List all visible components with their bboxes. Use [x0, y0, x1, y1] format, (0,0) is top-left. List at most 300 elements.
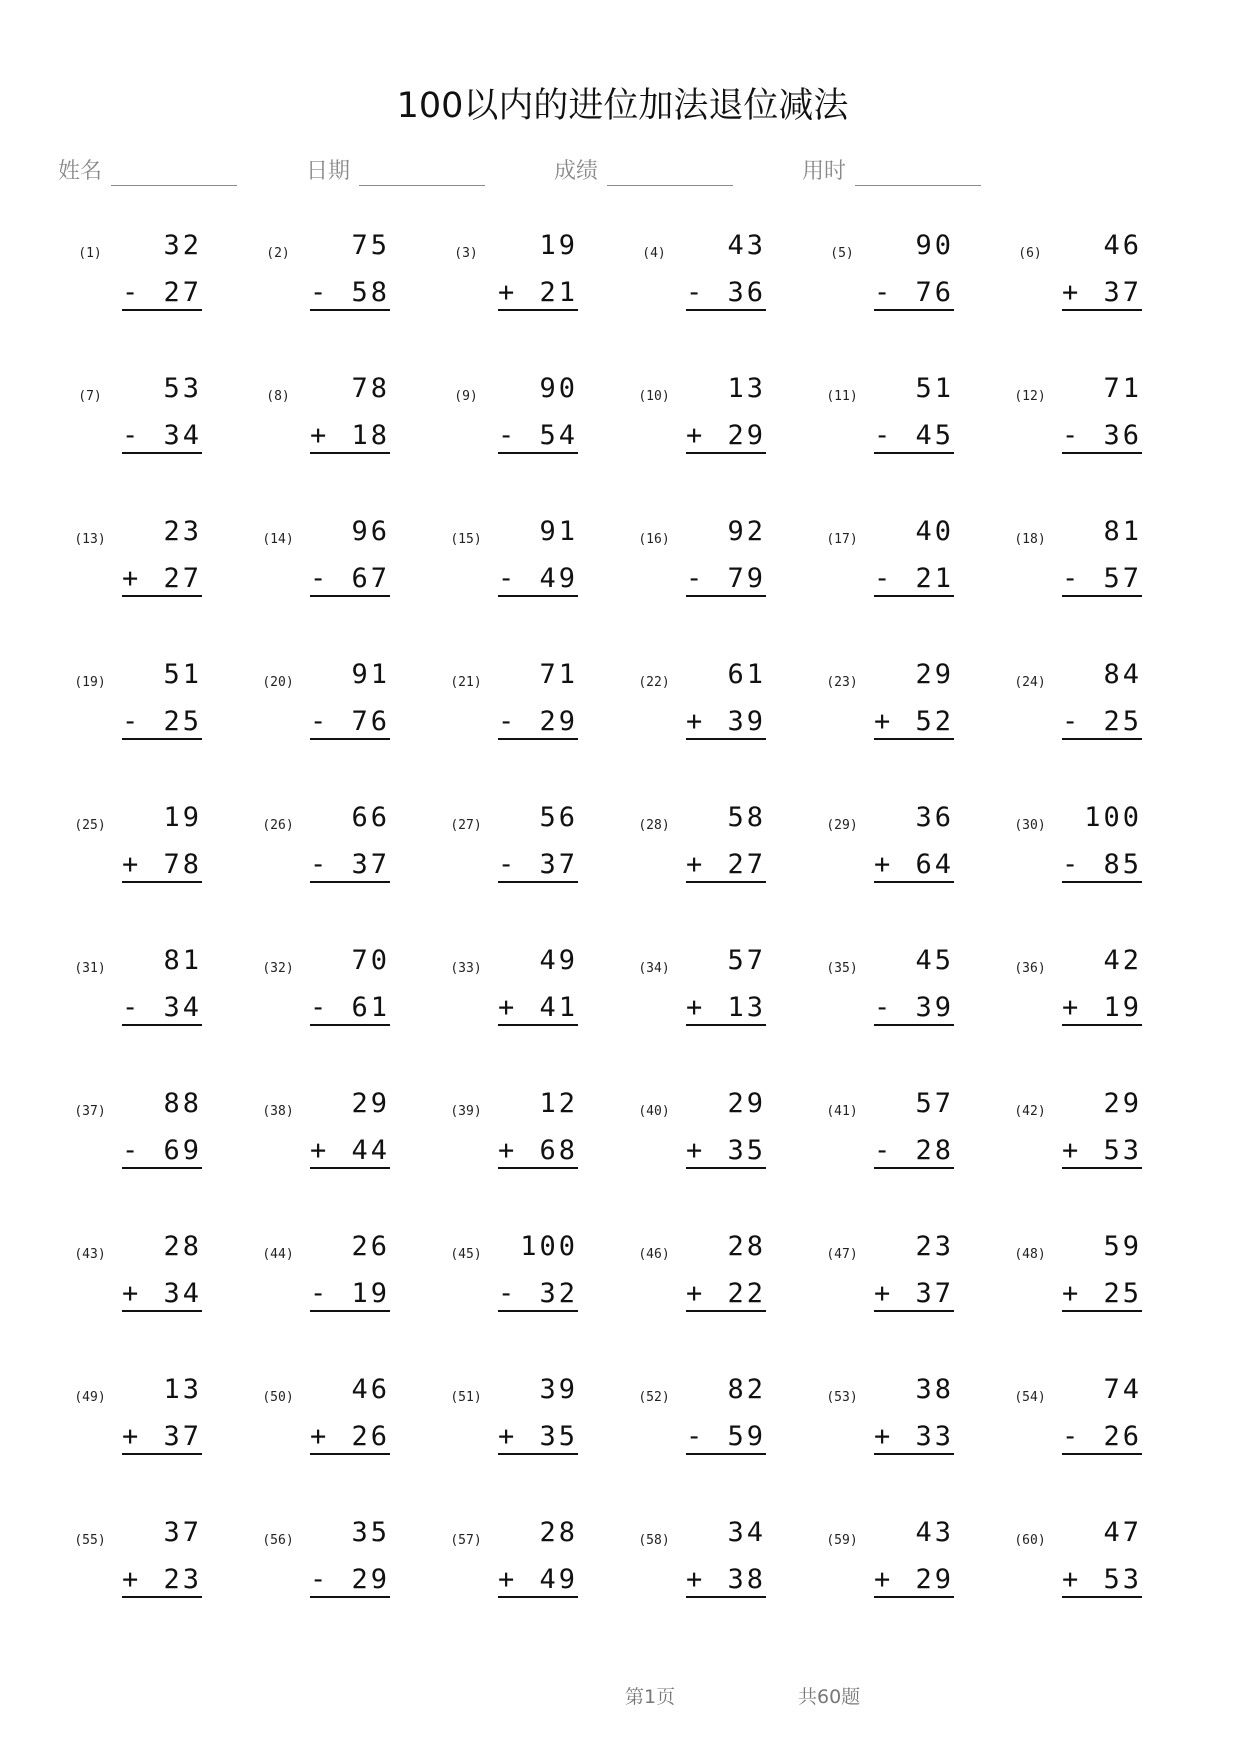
problem-number: (24): [1014, 675, 1046, 690]
second-operand: 59: [727, 1421, 766, 1452]
page-number: 第1页: [625, 1686, 676, 1708]
answer-line[interactable]: [874, 706, 954, 740]
problem-item: [812, 1513, 972, 1623]
problem-item: [436, 226, 596, 336]
problem-number: (22): [638, 675, 670, 690]
answer-line[interactable]: [874, 849, 954, 883]
answer-line[interactable]: [1062, 1135, 1142, 1169]
second-operand: 13: [727, 992, 766, 1023]
first-operand: 88: [163, 1088, 202, 1119]
second-operand: 54: [539, 420, 578, 451]
second-operand: 39: [727, 706, 766, 737]
operator-sign: +: [1062, 1278, 1079, 1309]
second-operand: 79: [727, 563, 766, 594]
first-operand: 29: [915, 659, 954, 690]
second-operand: 27: [163, 563, 202, 594]
operator-sign: +: [686, 1278, 703, 1309]
problem-number: (13): [74, 532, 106, 547]
time-used-label: 用时: [802, 159, 847, 184]
problem-number: (17): [826, 532, 858, 547]
second-operand: 49: [539, 563, 578, 594]
answer-line[interactable]: [122, 1278, 202, 1312]
answer-line[interactable]: [310, 706, 390, 740]
second-operand: 29: [915, 1564, 954, 1595]
problem-item: [60, 1513, 220, 1623]
problem-item: [248, 1227, 408, 1337]
problem-item: [436, 1084, 596, 1194]
second-operand: 21: [539, 277, 578, 308]
answer-line[interactable]: [686, 849, 766, 883]
problem-item: [1000, 655, 1160, 765]
problem-number: (47): [826, 1247, 858, 1262]
operator-sign: -: [498, 849, 515, 880]
problem-item: [436, 798, 596, 908]
answer-line[interactable]: [1062, 849, 1142, 883]
problem-item: [1000, 1227, 1160, 1337]
answer-line[interactable]: [686, 1278, 766, 1312]
answer-line[interactable]: [122, 563, 202, 597]
problem-number: (55): [74, 1533, 106, 1548]
answer-line[interactable]: [310, 563, 390, 597]
answer-line[interactable]: [1062, 1564, 1142, 1598]
operator-sign: -: [874, 1135, 891, 1166]
problem-number: (45): [450, 1247, 482, 1262]
problem-number: (41): [826, 1104, 858, 1119]
first-operand: 28: [727, 1231, 766, 1262]
second-operand: 19: [1103, 992, 1142, 1023]
problem-number: (57): [450, 1533, 482, 1548]
problem-number: (6): [1018, 246, 1042, 261]
first-operand: 57: [915, 1088, 954, 1119]
problem-item: [812, 369, 972, 479]
problem-number: (20): [262, 675, 294, 690]
answer-line[interactable]: [686, 277, 766, 311]
problem-number: (34): [638, 961, 670, 976]
second-operand: 23: [163, 1564, 202, 1595]
second-operand: 45: [915, 420, 954, 451]
answer-line[interactable]: [498, 1564, 578, 1598]
operator-sign: +: [874, 706, 891, 737]
second-operand: 49: [539, 1564, 578, 1595]
second-operand: 37: [539, 849, 578, 880]
problem-number: (49): [74, 1390, 106, 1405]
operator-sign: +: [122, 1421, 139, 1452]
answer-line[interactable]: [498, 563, 578, 597]
second-operand: 76: [351, 706, 390, 737]
operator-sign: -: [310, 563, 327, 594]
answer-line[interactable]: [498, 277, 578, 311]
operator-sign: -: [498, 1278, 515, 1309]
operator-sign: -: [686, 277, 703, 308]
problem-number: (42): [1014, 1104, 1046, 1119]
answer-line[interactable]: [498, 1135, 578, 1169]
first-operand: 46: [351, 1374, 390, 1405]
operator-sign: -: [686, 563, 703, 594]
problem-number: (1): [78, 246, 102, 261]
problem-item: [624, 655, 784, 765]
date-label: 日期: [306, 159, 351, 184]
first-operand: 19: [163, 802, 202, 833]
problem-number: (28): [638, 818, 670, 833]
first-operand: 81: [163, 945, 202, 976]
problem-number: (32): [262, 961, 294, 976]
first-operand: 82: [727, 1374, 766, 1405]
first-operand: 57: [727, 945, 766, 976]
operator-sign: +: [874, 1278, 891, 1309]
operator-sign: -: [310, 1564, 327, 1595]
operator-sign: +: [874, 1564, 891, 1595]
operator-sign: -: [1062, 563, 1079, 594]
problem-item: [624, 1227, 784, 1337]
problem-item: [248, 1513, 408, 1623]
answer-line[interactable]: [498, 706, 578, 740]
operator-sign: +: [1062, 1564, 1079, 1595]
worksheet-title: 100以内的进位加法退位减法: [396, 86, 849, 126]
second-operand: 19: [351, 1278, 390, 1309]
problem-number: (31): [74, 961, 106, 976]
answer-line[interactable]: [1062, 992, 1142, 1026]
answer-line[interactable]: [122, 277, 202, 311]
problem-item: [812, 798, 972, 908]
problem-item: [624, 1370, 784, 1480]
second-operand: 36: [1103, 420, 1142, 451]
problem-item: [812, 1370, 972, 1480]
problem-item: [624, 941, 784, 1051]
first-operand: 100: [520, 1231, 578, 1262]
answer-line[interactable]: [310, 1135, 390, 1169]
operator-sign: -: [498, 706, 515, 737]
operator-sign: -: [874, 992, 891, 1023]
total-count: 共60题: [798, 1686, 861, 1708]
first-operand: 70: [351, 945, 390, 976]
operator-sign: -: [874, 420, 891, 451]
second-operand: 34: [163, 1278, 202, 1309]
first-operand: 91: [351, 659, 390, 690]
operator-sign: +: [122, 1278, 139, 1309]
problem-item: [60, 941, 220, 1051]
first-operand: 35: [351, 1517, 390, 1548]
first-operand: 96: [351, 516, 390, 547]
operator-sign: -: [1062, 706, 1079, 737]
problem-item: [812, 512, 972, 622]
first-operand: 29: [727, 1088, 766, 1119]
problem-number: (35): [826, 961, 858, 976]
operator-sign: -: [310, 1278, 327, 1309]
first-operand: 100: [1084, 802, 1142, 833]
first-operand: 59: [1103, 1231, 1142, 1262]
problem-item: [248, 1084, 408, 1194]
operator-sign: +: [1062, 1135, 1079, 1166]
first-operand: 78: [351, 373, 390, 404]
problem-number: (56): [262, 1533, 294, 1548]
first-operand: 43: [727, 230, 766, 261]
operator-sign: +: [310, 1135, 327, 1166]
first-operand: 51: [163, 659, 202, 690]
first-operand: 29: [351, 1088, 390, 1119]
answer-line[interactable]: [686, 1135, 766, 1169]
score-label: 成绩: [554, 159, 599, 184]
first-operand: 23: [915, 1231, 954, 1262]
second-operand: 57: [1103, 563, 1142, 594]
problem-number: (58): [638, 1533, 670, 1548]
second-operand: 22: [727, 1278, 766, 1309]
second-operand: 35: [727, 1135, 766, 1166]
problem-item: [1000, 226, 1160, 336]
second-operand: 37: [163, 1421, 202, 1452]
problem-item: [248, 1370, 408, 1480]
problem-item: [1000, 369, 1160, 479]
answer-line[interactable]: [498, 1278, 578, 1312]
problem-number: (25): [74, 818, 106, 833]
answer-line[interactable]: [686, 992, 766, 1026]
problem-item: [624, 1084, 784, 1194]
problem-item: [436, 1227, 596, 1337]
operator-sign: +: [686, 706, 703, 737]
answer-line[interactable]: [310, 849, 390, 883]
second-operand: 26: [351, 1421, 390, 1452]
answer-line[interactable]: [122, 849, 202, 883]
operator-sign: -: [310, 849, 327, 880]
problem-item: [624, 798, 784, 908]
second-operand: 28: [915, 1135, 954, 1166]
first-operand: 13: [727, 373, 766, 404]
answer-line[interactable]: [122, 1421, 202, 1455]
name-label: 姓名: [58, 159, 103, 184]
operator-sign: -: [122, 992, 139, 1023]
answer-line[interactable]: [686, 1564, 766, 1598]
problem-item: [60, 512, 220, 622]
problem-item: [436, 1370, 596, 1480]
answer-line[interactable]: [874, 563, 954, 597]
answer-line[interactable]: [1062, 1421, 1142, 1455]
problem-item: [1000, 1370, 1160, 1480]
first-operand: 12: [539, 1088, 578, 1119]
first-operand: 56: [539, 802, 578, 833]
problem-item: [812, 941, 972, 1051]
operator-sign: +: [498, 277, 515, 308]
answer-line[interactable]: [310, 1564, 390, 1598]
answer-line[interactable]: [122, 706, 202, 740]
operator-sign: -: [310, 992, 327, 1023]
problem-item: [1000, 1084, 1160, 1194]
problem-item: [248, 941, 408, 1051]
second-operand: 32: [539, 1278, 578, 1309]
answer-line[interactable]: [874, 277, 954, 311]
answer-line[interactable]: [874, 1421, 954, 1455]
problem-item: [60, 226, 220, 336]
problem-item: [248, 512, 408, 622]
answer-line[interactable]: [498, 992, 578, 1026]
answer-line[interactable]: [122, 992, 202, 1026]
second-operand: 27: [163, 277, 202, 308]
operator-sign: -: [1062, 849, 1079, 880]
first-operand: 43: [915, 1517, 954, 1548]
problem-number: (52): [638, 1390, 670, 1405]
problem-number: (16): [638, 532, 670, 547]
answer-line[interactable]: [686, 706, 766, 740]
operator-sign: -: [310, 277, 327, 308]
operator-sign: -: [498, 420, 515, 451]
problem-item: [1000, 1513, 1160, 1623]
operator-sign: +: [498, 1421, 515, 1452]
problem-number: (23): [826, 675, 858, 690]
answer-line[interactable]: [122, 1135, 202, 1169]
operator-sign: +: [874, 849, 891, 880]
answer-line[interactable]: [874, 420, 954, 454]
problem-item: [1000, 798, 1160, 908]
answer-line[interactable]: [310, 1278, 390, 1312]
second-operand: 25: [1103, 1278, 1142, 1309]
problem-item: [436, 655, 596, 765]
problem-item: [436, 941, 596, 1051]
first-operand: 46: [1103, 230, 1142, 261]
operator-sign: -: [686, 1421, 703, 1452]
problem-number: (9): [454, 389, 478, 404]
first-operand: 49: [539, 945, 578, 976]
problem-number: (38): [262, 1104, 294, 1119]
problem-number: (48): [1014, 1247, 1046, 1262]
problem-item: [812, 655, 972, 765]
answer-line[interactable]: [310, 420, 390, 454]
first-operand: 71: [539, 659, 578, 690]
problem-number: (26): [262, 818, 294, 833]
operator-sign: +: [874, 1421, 891, 1452]
answer-line[interactable]: [1062, 420, 1142, 454]
answer-line[interactable]: [874, 992, 954, 1026]
problem-item: [1000, 512, 1160, 622]
answer-line[interactable]: [122, 1564, 202, 1598]
problem-item: [624, 369, 784, 479]
first-operand: 45: [915, 945, 954, 976]
problem-number: (18): [1014, 532, 1046, 547]
problem-number: (21): [450, 675, 482, 690]
second-operand: 34: [163, 420, 202, 451]
problem-number: (39): [450, 1104, 482, 1119]
operator-sign: +: [686, 1135, 703, 1166]
answer-line[interactable]: [498, 420, 578, 454]
answer-line[interactable]: [686, 1421, 766, 1455]
answer-line[interactable]: [1062, 1278, 1142, 1312]
first-operand: 37: [163, 1517, 202, 1548]
first-operand: 91: [539, 516, 578, 547]
second-operand: 58: [351, 277, 390, 308]
second-operand: 67: [351, 563, 390, 594]
operator-sign: +: [122, 849, 139, 880]
problem-number: (4): [642, 246, 666, 261]
problem-item: [436, 369, 596, 479]
second-operand: 21: [915, 563, 954, 594]
second-operand: 25: [1103, 706, 1142, 737]
answer-line[interactable]: [310, 277, 390, 311]
second-operand: 44: [351, 1135, 390, 1166]
operator-sign: -: [874, 563, 891, 594]
first-operand: 74: [1103, 1374, 1142, 1405]
problem-number: (37): [74, 1104, 106, 1119]
answer-line[interactable]: [874, 1564, 954, 1598]
second-operand: 61: [351, 992, 390, 1023]
problem-item: [248, 226, 408, 336]
answer-line[interactable]: [122, 420, 202, 454]
problem-item: [60, 369, 220, 479]
second-operand: 34: [163, 992, 202, 1023]
operator-sign: +: [498, 1564, 515, 1595]
second-operand: 78: [163, 849, 202, 880]
first-operand: 28: [163, 1231, 202, 1262]
problem-number: (44): [262, 1247, 294, 1262]
problem-number: (12): [1014, 389, 1046, 404]
problem-item: [60, 1370, 220, 1480]
first-operand: 90: [539, 373, 578, 404]
answer-line[interactable]: [1062, 563, 1142, 597]
answer-line[interactable]: [874, 1278, 954, 1312]
problem-item: [624, 226, 784, 336]
problem-number: (29): [826, 818, 858, 833]
second-operand: 64: [915, 849, 954, 880]
answer-line[interactable]: [874, 1135, 954, 1169]
second-operand: 27: [727, 849, 766, 880]
answer-line[interactable]: [1062, 706, 1142, 740]
second-operand: 25: [163, 706, 202, 737]
first-operand: 61: [727, 659, 766, 690]
first-operand: 29: [1103, 1088, 1142, 1119]
operator-sign: -: [1062, 1421, 1079, 1452]
first-operand: 26: [351, 1231, 390, 1262]
second-operand: 29: [539, 706, 578, 737]
second-operand: 53: [1103, 1135, 1142, 1166]
answer-line[interactable]: [310, 992, 390, 1026]
first-operand: 13: [163, 1374, 202, 1405]
first-operand: 92: [727, 516, 766, 547]
answer-line[interactable]: [498, 849, 578, 883]
second-operand: 69: [163, 1135, 202, 1166]
first-operand: 53: [163, 373, 202, 404]
operator-sign: +: [122, 1564, 139, 1595]
operator-sign: +: [310, 1421, 327, 1452]
answer-line[interactable]: [1062, 277, 1142, 311]
second-operand: 37: [915, 1278, 954, 1309]
second-operand: 29: [351, 1564, 390, 1595]
problem-number: (43): [74, 1247, 106, 1262]
answer-line[interactable]: [686, 563, 766, 597]
first-operand: 39: [539, 1374, 578, 1405]
second-operand: 26: [1103, 1421, 1142, 1452]
first-operand: 40: [915, 516, 954, 547]
answer-line[interactable]: [686, 420, 766, 454]
answer-line[interactable]: [310, 1421, 390, 1455]
operator-sign: +: [310, 420, 327, 451]
problem-item: [60, 798, 220, 908]
second-operand: 39: [915, 992, 954, 1023]
second-operand: 37: [1103, 277, 1142, 308]
second-operand: 76: [915, 277, 954, 308]
first-operand: 34: [727, 1517, 766, 1548]
problem-number: (27): [450, 818, 482, 833]
second-operand: 18: [351, 420, 390, 451]
problem-item: [812, 1084, 972, 1194]
problem-item: [1000, 941, 1160, 1051]
second-operand: 85: [1103, 849, 1142, 880]
first-operand: 84: [1103, 659, 1142, 690]
second-operand: 68: [539, 1135, 578, 1166]
problem-number: (7): [78, 389, 102, 404]
operator-sign: -: [498, 563, 515, 594]
operator-sign: +: [686, 992, 703, 1023]
problem-item: [812, 1227, 972, 1337]
page-footer: [0, 1682, 1241, 1712]
answer-line[interactable]: [498, 1421, 578, 1455]
operator-sign: +: [686, 849, 703, 880]
problem-number: (36): [1014, 961, 1046, 976]
